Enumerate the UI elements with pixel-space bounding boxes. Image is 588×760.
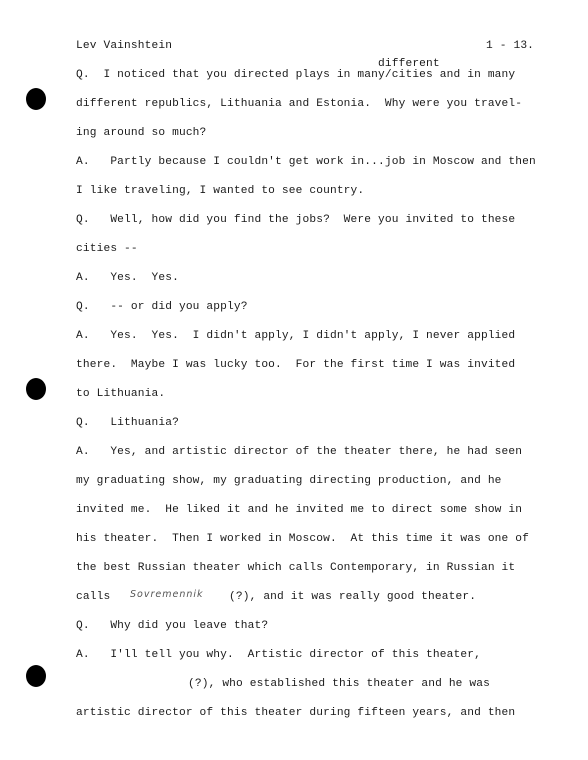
text-line: Q. Well, how did you find the jobs? Were you invited to these xyxy=(76,214,516,226)
text-line: A. I'll tell you why. Artistic director of this theater, xyxy=(76,649,481,661)
text-line: there. Maybe I was lucky too. For the first time I was invited xyxy=(76,359,516,371)
text-line: to Lithuania. xyxy=(76,388,166,400)
text-line: my graduating show, my graduating directing production, and he xyxy=(76,475,502,487)
text-line: I like traveling, I wanted to see country. xyxy=(76,185,365,197)
text-line: A. Yes. Yes. xyxy=(76,272,179,284)
header-name: Lev Vainshtein xyxy=(76,40,173,52)
text-line: his theater. Then I worked in Moscow. At this time it was one of xyxy=(76,533,529,545)
text-line: A. Yes. Yes. I didn't apply, I didn't apply, I never applied xyxy=(76,330,516,342)
text-line: (?), who established this theater and he was xyxy=(188,678,490,690)
text-line: (?), and it was really good theater. xyxy=(229,591,477,603)
text-line: Q. Lithuania? xyxy=(76,417,179,429)
binder-hole xyxy=(26,665,46,687)
text-line: the best Russian theater which calls Contemporary, in Russian it xyxy=(76,562,516,574)
inserted-word: different xyxy=(378,58,440,70)
binder-hole xyxy=(26,378,46,400)
text-line: cities -- xyxy=(76,243,138,255)
text-line: A. Partly because I couldn't get work in...job in Moscow and then xyxy=(76,156,536,168)
text-line: calls xyxy=(76,591,111,603)
text-line: different republics, Lithuania and Estonia. Why were you travel- xyxy=(76,98,523,110)
handwritten-name: Sovremennik xyxy=(130,589,204,600)
text-line: Q. Why did you leave that? xyxy=(76,620,269,632)
text-line: Q. -- or did you apply? xyxy=(76,301,248,313)
text-line: A. Yes, and artistic director of the theater there, he had seen xyxy=(76,446,523,458)
text-line: Q. I noticed that you directed plays in many/cities and in many xyxy=(76,69,516,81)
text-line: ing around so much? xyxy=(76,127,207,139)
text-line: invited me. He liked it and he invited me to direct some show in xyxy=(76,504,523,516)
text-line: artistic director of this theater during fifteen years, and then xyxy=(76,707,516,719)
binder-hole xyxy=(26,88,46,110)
page-number: 1 - 13. xyxy=(486,40,535,52)
